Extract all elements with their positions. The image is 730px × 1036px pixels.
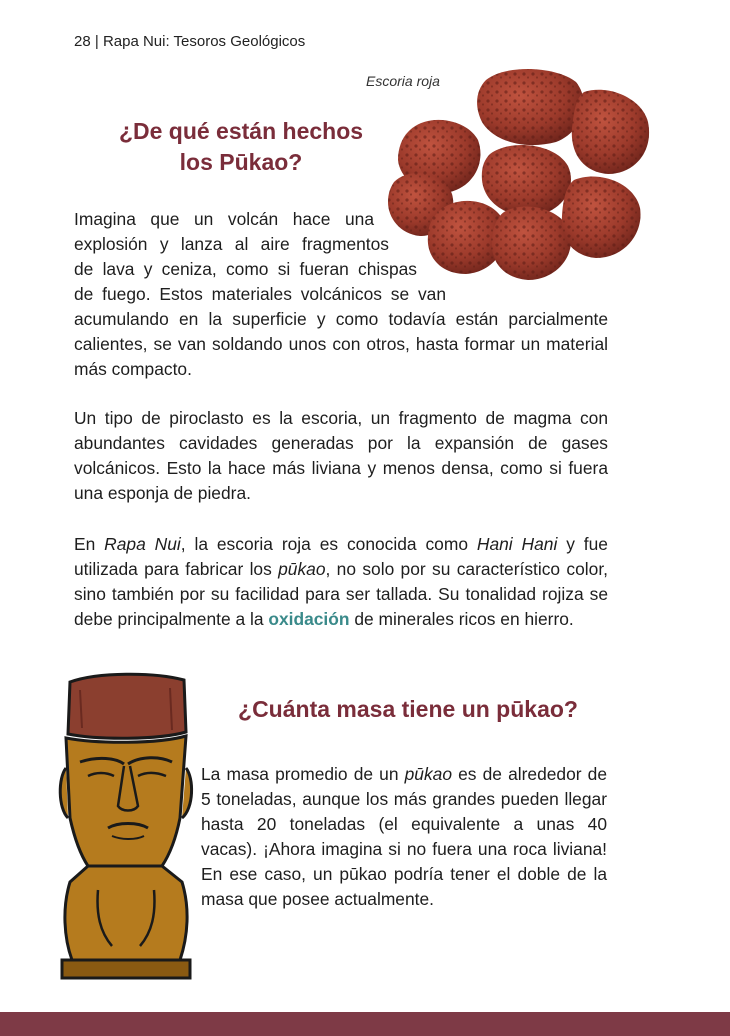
section-title-pukao: ¿De qué están hechos los Pūkao?	[118, 118, 364, 175]
page-number: 28	[74, 33, 91, 50]
page-header	[74, 33, 305, 50]
section-title-masa: ¿Cuánta masa tiene un pūkao?	[238, 696, 578, 722]
moai-with-pukao-illustration	[58, 668, 194, 986]
paragraph-hani-hani: En Rapa Nui, la escoria roja es conocida como Hani Hani y fue utilizada para fabricar los pūkao, no solo por su característico color, sino también por su facilidad para ser tallada. Su tonalidad rojiza se debe principalmente a la oxidación de minerales ricos en hierro.	[74, 534, 608, 629]
paragraph-masa: La masa promedio de un pūkao es de alrededor de 5 toneladas, aunque los más grandes pueden llegar hasta 20 toneladas (el equivalente a unas 40 vacas). ¡Ahora imagina si no fuera una roca liviana! En ese caso, un pūkao podría tener el doble de la masa que posee actualmente.	[201, 764, 607, 909]
book-title: Rapa Nui: Tesoros Geológicos	[102, 33, 306, 50]
header-separator: |	[94, 33, 99, 50]
paragraph-scoria: Un tipo de piroclasto es la escoria, un fragmento de magma con abundantes cavidades generadas por la expansión de gases volcánicos. Esto la hace más liviana y menos densa, como si fuera una esponja de piedra.	[74, 408, 608, 503]
highlight-oxidacion: oxidación	[268, 609, 350, 629]
image-caption: Escoria roja	[366, 73, 440, 89]
footer-band	[0, 1012, 730, 1036]
paragraph-intro: Imagina que un volcán hace una explosión y lanza al aire fragmentos de lava y ceniza, como si fueran chispas de fuego. Estos materiales volcánicos se van acumulando en la superficie y como todavía están parcialmente calientes, se van soldando unos con otros, hasta formar un material más compacto.	[74, 209, 608, 379]
